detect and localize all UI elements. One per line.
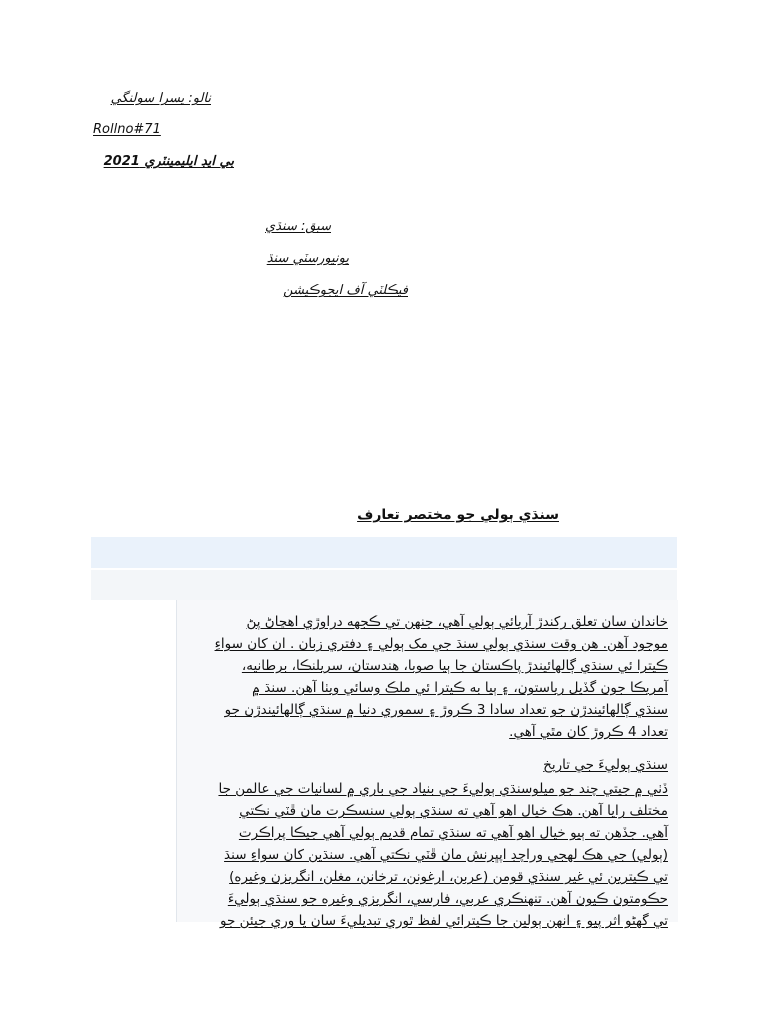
paragraph-line: (ٻولي) جي هڪ لهجي وراچڊ اپڀرنش مان ڦٽي نڪتي آهي. سنڌين کان سواءِ سنڌ	[224, 847, 668, 863]
class-line: بي ايڊ ايليمينٽري 2021	[103, 154, 234, 169]
history-heading: سنڌي ٻوليءَ جي تاريخ	[543, 757, 668, 773]
paragraph-line: ڪيترا ئي سنڌي ڳالهائيندڙ پاڪستان جا ٻيا صوبا، هندستان، سريلنڪا، برطانيه،	[241, 658, 668, 674]
paragraph-line: تي گهڻو اثر پيو ۽ انهن ٻولين جا ڪيترائي لفظ ٿوري تبديليءَ سان يا وري جيئن جو	[220, 913, 668, 929]
paragraph-line: مختلف رايا آهن. هڪ خيال اهو آهي ته سنڌي ٻولي سنسڪرت مان ڦٽي نڪتي	[239, 803, 668, 819]
university-line: يونيورسٽي سنڌ	[266, 251, 349, 266]
student-name-line: نالو: يسرا سولنگي	[110, 91, 211, 106]
paragraph-line: موجود آهن. هن وقت سنڌي ٻولي سنڌ جي مک ٻولي ۽ دفتري زبان . ان کان سواءِ	[214, 636, 668, 652]
roll-number-line: Rollno#71	[93, 122, 161, 137]
paragraph-line: تعداد 4 ڪروڙ کان مٿي آهي.	[509, 724, 668, 740]
intro-paragraph	[188, 611, 668, 743]
faculty-line: فيڪلٽي آف ايجوڪيشن	[283, 283, 408, 298]
history-paragraph	[188, 778, 668, 932]
table-row-band	[91, 570, 677, 600]
paragraph-line: سنڌي ڳالهائيندڙن جو تعداد سادا 3 ڪروڙ ۽ سموري دنيا ۾ سنڌي ڳالهائيندڙن جو	[224, 702, 668, 718]
paragraph-line: حڪومتون ڪيون آهن. تنهنڪري عربي، فارسي، انگريزي وغيره جو سنڌي ٻوليءَ	[227, 891, 668, 907]
document-title: سنڌي ٻولي جو مختصر تعارف	[357, 507, 559, 523]
paragraph-line: آهي. جڏهن ته ٻيو خيال اهو آهي ته سنڌي تمام قديم ٻولي آهي جيڪا پراڪرت	[238, 825, 668, 841]
table-header-band	[91, 537, 677, 568]
paragraph-line: خاندان سان تعلق رکندڙ آريائي ٻولي آهي، جنهن تي ڪجهه دراوڙي اهڃاڻ پڻ	[246, 614, 668, 630]
paragraph-line: آمريڪا جون گڏيل رياستون، ۽ ٻيا به ڪيترا ئي ملڪ وسائي ويٺا آهن. سنڌ ۾	[252, 680, 668, 696]
paragraph-line: ڏٺي ۾ جيتي چند جو ميلوسنڌي ٻوليءَ جي بنياد جي باري ۾ لسانيات جي عالمن جا	[218, 781, 668, 797]
paragraph-line: تي ڪيترين ئي غير سنڌي قومن (عربن، ارغونن، ترخانن، مغلن، انگريزن وغيره)	[229, 869, 668, 885]
subject-line: سبق: سنڌي	[265, 219, 331, 234]
